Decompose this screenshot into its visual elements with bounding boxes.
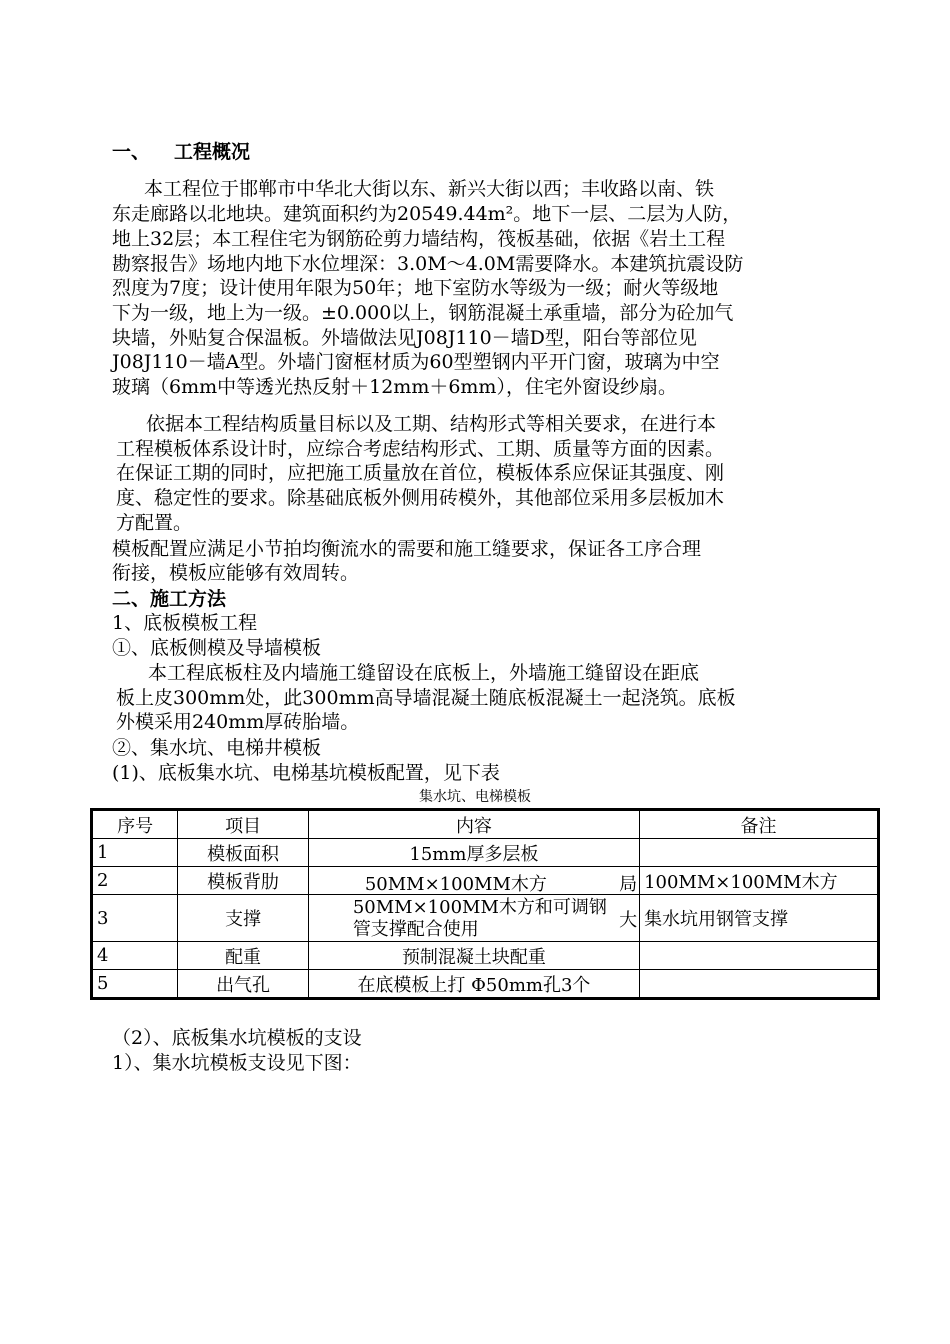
paragraph-line: 模板配置应满足小节拍均衡流水的需要和施工缝要求，保证各工序合理 [112,538,702,560]
cell-content [308,867,639,895]
cell-item: 支撑 [178,895,308,942]
paragraph-line: 工程模板体系设计时，应综合考虑结构形式、工期、质量等方面的因素。 [116,438,725,460]
table-row [92,839,879,867]
paragraph-line: 本工程位于邯郸市中华北大街以东、新兴大街以西；丰收路以南、铁 [144,178,715,200]
cell-content: 预制混凝土块配重 [308,942,639,970]
paragraph-line: 下为一级，地上为一级。±0.000以上，钢筋混凝土承重墙，部分为砼加气 [112,302,734,324]
cell-note [640,942,879,970]
subsection-heading: 1、底板模板工程 [112,612,258,634]
paragraph-line: 烈度为7度；设计使用年限为50年；地下室防水等级为一级；耐火等级地 [112,277,719,299]
paragraph-line: 地上32层；本工程住宅为钢筋砼剪力墙结构，筏板基础，依据《岩土工程 [112,228,726,250]
subsection-heading: ①、底板侧模及导墙模板 [112,637,322,659]
paragraph-line: 度、稳定性的要求。除基础底板外侧用砖模外，其他部位采用多层板加木 [116,487,725,509]
cell-item: 配重 [178,942,308,970]
table-row [92,867,879,895]
formwork-table [90,808,880,1000]
paragraph-line: 方配置。 [116,512,193,534]
cell-content [308,895,639,942]
paragraph-line: 依据本工程结构质量目标以及工期、结构形式等相关要求，在进行本 [146,413,717,435]
paragraph-line: J08J110－墙A型。外墙门窗框材质为60型塑钢内平开门窗，玻璃为中空 [112,351,720,373]
cell-item: 模板背肋 [178,867,308,895]
paragraph-line: 勘察报告》场地内地下水位埋深：3.0M～4.0M需要降水。本建筑抗震设防 [112,253,744,275]
paragraph-line: 本工程底板柱及内墙施工缝留设在底板上，外墙施工缝留设在距底 [148,662,700,684]
cell-content: 15mm厚多层板 [308,839,639,867]
cell-item: 模板面积 [178,839,308,867]
cell-content-overflow: 大 [619,910,638,931]
cell-no: 5 [92,970,178,999]
paragraph-line: 在保证工期的同时，应把施工质量放在首位，模板体系应保证其强度、刚 [116,462,725,484]
cell-content-overflow: 局 [619,874,638,895]
paragraph-line: 块墙，外贴复合保温板。外墙做法见J08J110－墙D型，阳台等部位见 [112,327,697,349]
section2-heading: 二、施工方法 [112,588,227,610]
list-item: (1)、底板集水坑、电梯基坑模板配置，见下表 [112,762,500,784]
list-item: 1）、集水坑模板支设见下图： [112,1052,362,1074]
section1-heading-number: 一、 [112,141,151,163]
paragraph-line: 外模采用240mm厚砖胎墙。 [116,711,360,733]
cell-no: 4 [92,942,178,970]
header-cell: 备注 [640,810,879,839]
cell-no: 3 [92,895,178,942]
header-cell: 序号 [92,810,178,839]
cell-note: 100MM×100MM木方 [640,867,879,895]
cell-content-text: 50MM×100MM木方和可调钢管支撑配合使用 [352,897,607,940]
section1-heading [112,140,250,164]
subsection-heading: ②、集水坑、电梯井模板 [112,737,322,759]
cell-note [640,839,879,867]
cell-note: 集水坑用钢管支撑 [640,895,879,942]
paragraph-line: 东走廊路以北地块。建筑面积约为20549.44m²。地下一层、二层为人防， [112,203,742,225]
table-row [92,895,879,942]
section1-heading-text: 工程概况 [174,141,251,163]
paragraph-line: 玻璃（6mm中等透光热反射＋12mm＋6mm），住宅外窗设纱扇。 [112,376,677,398]
header-cell: 项目 [178,810,308,839]
header-cell: 内容 [308,810,639,839]
paragraph-line: 衔接，模板应能够有效周转。 [112,562,360,584]
table-row [92,942,879,970]
cell-item: 出气孔 [178,970,308,999]
table-caption: 集水坑、电梯模板 [419,789,531,805]
cell-no: 1 [92,839,178,867]
cell-content-text: 50MM×100MM木方 [364,874,547,895]
cell-note [640,970,879,999]
paragraph-line: 板上皮300mm处，此300mm高导墙混凝土随底板混凝土一起浇筑。底板 [116,687,736,709]
list-item: （2）、底板集水坑模板的支设 [112,1027,362,1049]
table-header-row [92,810,879,839]
cell-no: 2 [92,867,178,895]
cell-content: 在底模板上打 Φ50mm孔3个 [308,970,639,999]
table-row [92,970,879,999]
